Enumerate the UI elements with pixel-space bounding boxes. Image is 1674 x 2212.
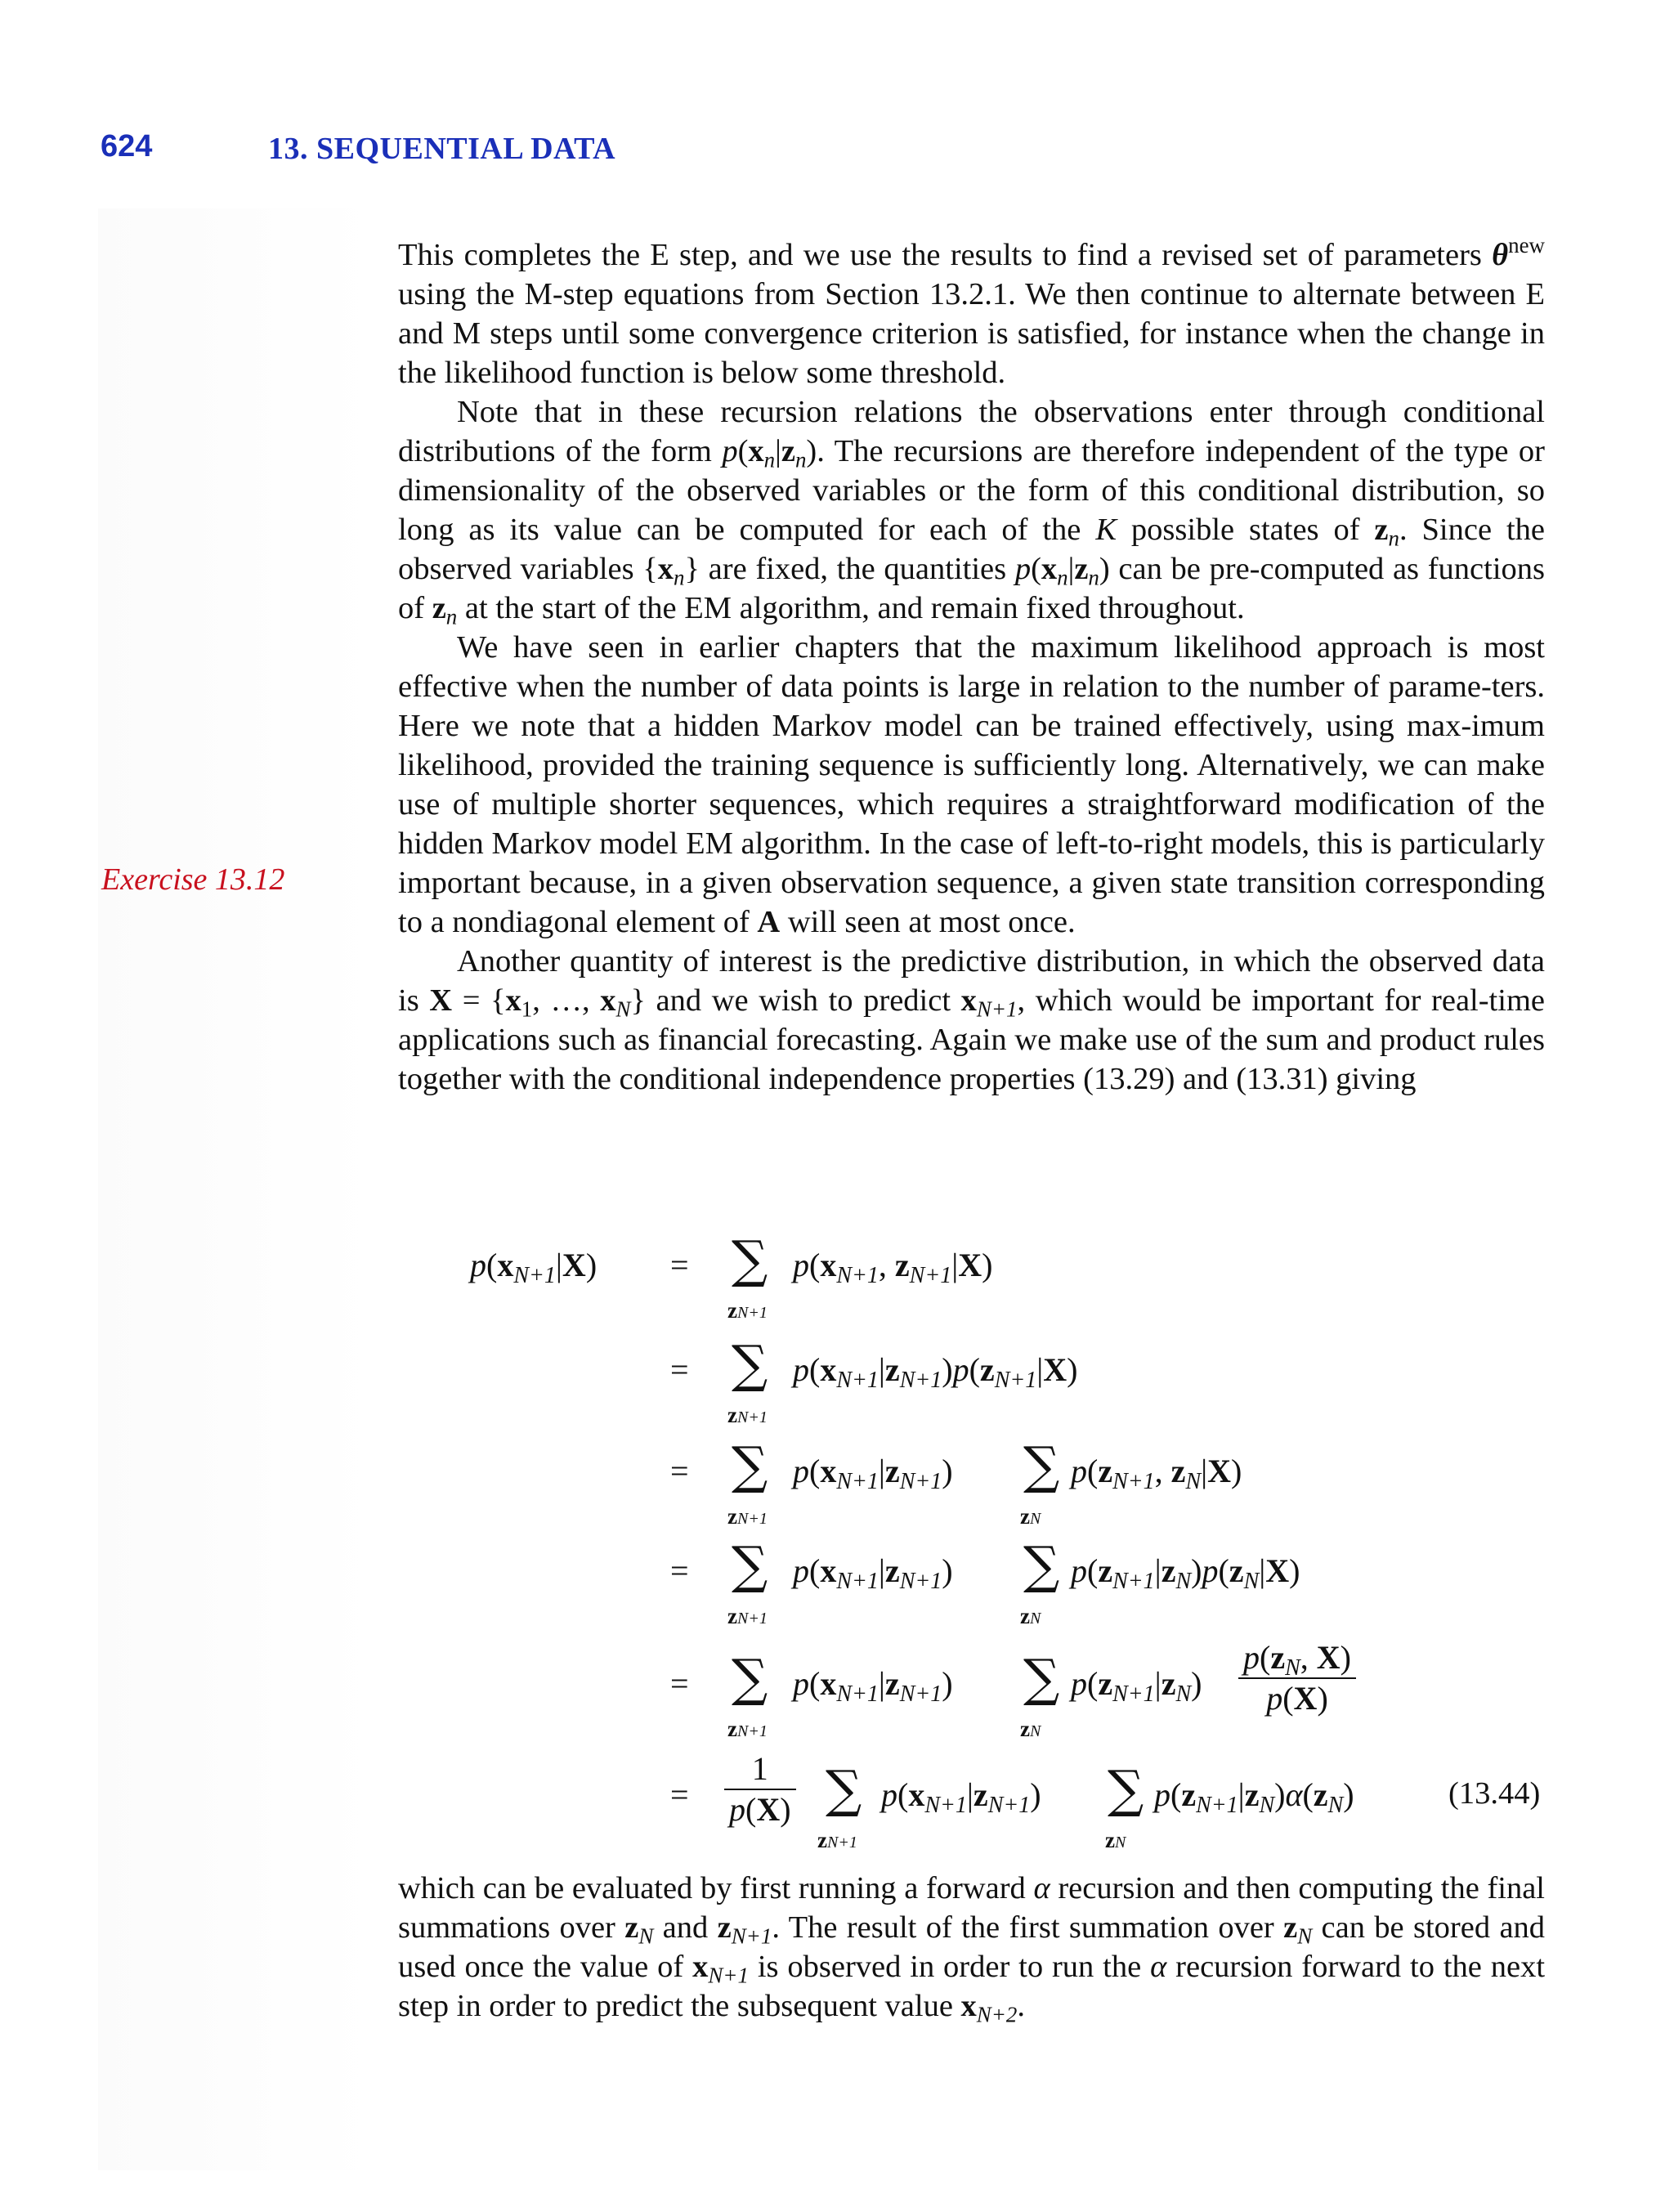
equation-number: (13.44) [1448,1776,1541,1811]
page-number: 624 [101,129,153,163]
equation-rhs-3a: $p(x_{N+1}|z_{N+1})$ [793,1453,953,1494]
sum-symbol: ∑ [1023,1535,1060,1595]
sum-index: zN [1020,1717,1041,1741]
sum-index: zN+1 [727,1504,768,1529]
equation-rhs-4b: $p(z_{N+1}|z_N)p(z_N|X)$ [1071,1552,1300,1594]
chapter-title: 13. SEQUENTIAL DATA [268,132,616,166]
equation-rhs-5b: $p(z_{N+1}|z_N)$ [1071,1665,1202,1707]
sum-index: zN [1020,1604,1041,1628]
paragraph-3: We have seen in earlier chapters that the maximum likelihood approach is most effective when the number of data points is large in relation to the number of parame-ters. Here we note that a hidden Markov model can be trained effectively, using max-imum likelihood, provided the training sequence is sufficiently long. Alternatively, we can make use of multiple shorter sequences, which requires a straightforward modification of the hidden Markov model EM algorithm. In the case of left-to-right models, this is particularly important because, in a given observation sequence, a given state transition corresponding to a nondiagonal element of A will seen at most once. [398,630,1545,939]
body-text-lower [398,1869,1545,2026]
fraction: $\frac{1}{p(X)}$ [724,1749,796,1829]
margin-note-exercise[interactable]: Exercise 13.12 [101,862,285,897]
sum-symbol: ∑ [732,1435,768,1495]
body-text-upper [398,235,1545,1099]
sum-index: zN+1 [817,1828,857,1852]
equation-rhs-6b: $p(z_{N+1}|z_N)\alpha(z_N)$ [1154,1776,1354,1818]
equals-sign: = [670,1247,689,1283]
equation-rhs-6a: $p(x_{N+1}|z_{N+1})$ [881,1776,1041,1818]
equals-sign: = [670,1665,689,1702]
equation-rhs-1: $p(x_{N+1}$, $z_{N+1}|X$) [793,1247,993,1288]
paragraph-1: This completes the E step, and we use the results to find a revised set of parameters $\theta^{new}$ using the M-step equations from Section 13.2.1. We then continue to alternate between E and M steps until some convergence criterion is satisfied, for instance when the change in the likelihood function is below some threshold. [398,233,1545,390]
equals-sign: = [670,1552,689,1589]
equals-sign: = [670,1351,689,1388]
sum-index: zN+1 [727,1403,768,1427]
equation-rhs-4a: $p(x_{N+1}|z_{N+1})$ [793,1552,953,1594]
sum-symbol: ∑ [1108,1759,1144,1819]
sum-index: zN+1 [727,1298,768,1323]
sum-symbol: ∑ [1023,1648,1060,1708]
sum-symbol: ∑ [1023,1435,1060,1495]
fraction: $\frac{p(z_N, X)}{p(X)}$ [1238,1638,1356,1718]
sum-index: zN+1 [727,1604,768,1628]
paragraph-5: which can be evaluated by first running a forward α recursion and then computing the final summations over $z_N$ and $z_{N+1}$. The result of the first summation over $z_N$ can be stored and used once the value of $x_{N+1}$ is observed in order to run the α recursion forward to the next step in order to predict the subsequent value $x_{N+2}$. [398,1871,1546,2027]
equals-sign: = [670,1453,689,1489]
equation-rhs-2: $p(x_{N+1}|z_{N+1})p(z_{N+1}|X)$ [793,1351,1078,1393]
margin-band [98,208,376,2170]
sum-symbol: ∑ [732,1535,768,1595]
sum-symbol: ∑ [826,1759,862,1819]
sum-index: zN [1105,1828,1126,1852]
sum-index: zN+1 [727,1717,768,1741]
sum-symbol: ∑ [732,1229,768,1289]
equation-rhs-3b: $p(z_{N+1}$, $z_N|X$) [1071,1453,1242,1494]
sum-index: zN [1020,1504,1041,1529]
sum-symbol: ∑ [732,1648,768,1708]
paragraph-2: Note that in these recursion relations the observations enter through conditional distributions of the form $p(x_n|z_n)$. The recursions are therefore independent of the type or dimensionality of the observed variables or the form of this conditional distribution, so long as its value can be computed for each of the K possible states of $z_n$. Since the observed variables $\{x_n\}$ are fixed, the quantities $p(x_n|z_n)$ can be pre-computed as functions of $z_n$ at the start of the EM algorithm, and remain fixed throughout. [398,395,1546,629]
equation-rhs-5a: $p(x_{N+1}|z_{N+1})$ [793,1665,953,1707]
sum-symbol: ∑ [732,1334,768,1394]
paragraph-4: Another quantity of interest is the predictive distribution, in which the observed data is $X = \{x_1$, …, $x_N$} and we wish to predict $x_{N+1}$, which would be important for real-time applications such as financial forecasting. Again we make use of the sum and product rules together with the conditional independence properties (13.29) and (13.31) giving [398,944,1545,1096]
equals-sign: = [670,1776,689,1813]
equation-lhs: $p(x_{N+1}|X)$ [470,1247,598,1288]
